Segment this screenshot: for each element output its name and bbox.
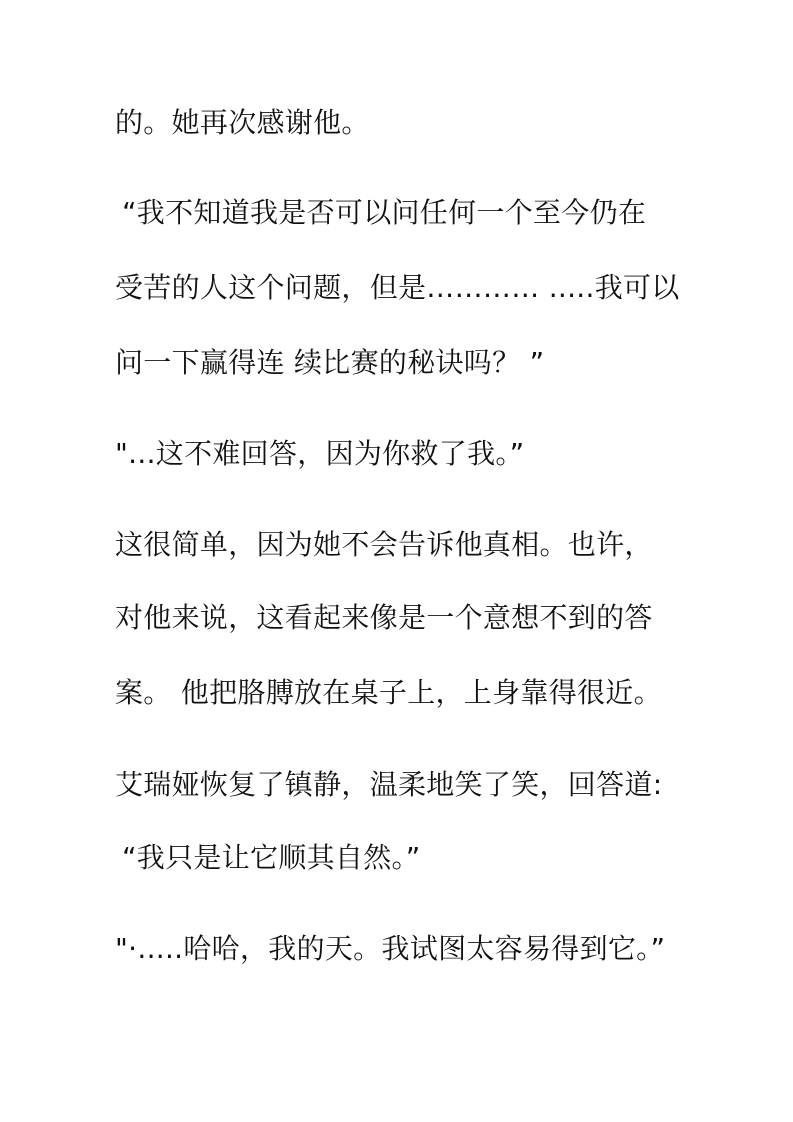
text-line: 的。她再次感谢他。: [115, 106, 370, 139]
text-line: 问一下赢得连 续比赛的秘诀吗？ ”: [115, 346, 545, 379]
text-line: 艾瑞娅恢复了镇静，温柔地笑了笑，回答道:: [115, 768, 663, 801]
text-line: 案。 他把胳膊放在桌子上，上身靠得很近。: [115, 676, 662, 709]
text-line: "·.....哈哈，我的天。我试图太容易得到它。”: [115, 932, 666, 965]
text-line: “我不知道我是否可以问任何一个至今仍在: [122, 196, 647, 229]
text-line: "...这不难回答，因为你救了我。”: [115, 437, 525, 470]
text-line: 这很简单，因为她不会告诉他真相。也许，: [115, 528, 653, 561]
text-line: “我只是让它顺其自然。”: [122, 841, 421, 874]
text-line: 受苦的人这个问题，但是………… .....我可以: [115, 271, 680, 304]
text-line: 对他来说，这看起来像是一个意想不到的答: [115, 601, 653, 634]
